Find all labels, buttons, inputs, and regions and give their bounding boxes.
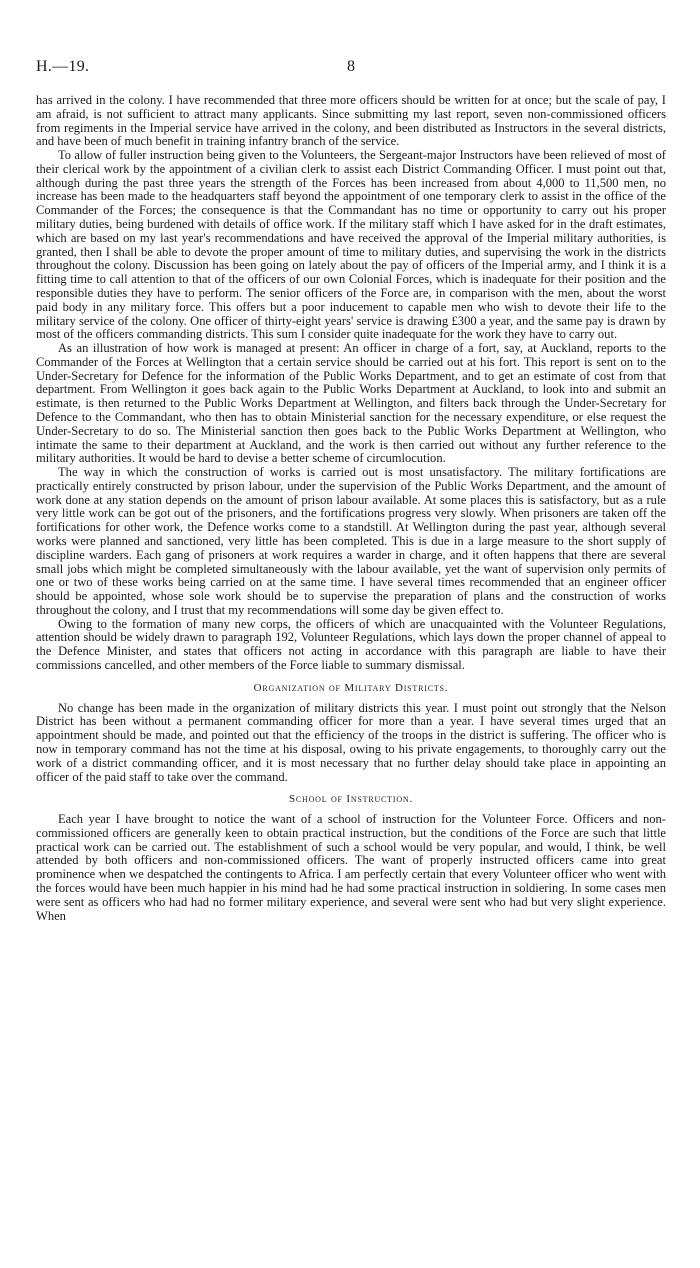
paragraph-school-of-instruction: Each year I have brought to notice the want of a school of instruction for the Volunteer Force. Officers and non-commissioned officers are generally keen to obtain practical instruction, but the conditions of the Force are such that little practical work can be carried out. The establishment of such a school would be very popular, and would, I think, be well attended by both officers and non-commissioned officers. The want of properly instructed officers came into great prominence when we despatched the contingents to Africa. I am perfectly certain that every Volunteer officer who went with the forces would have been much happier in his mind had he had some practical instruction in soldiering. In some cases men were sent as officers who had had no former military experience, and several were sent who had but very slight experience. When [36, 812, 666, 923]
page-body [36, 94, 666, 923]
paragraph-construction-of-works: The way in which the construction of works is carried out is most unsatisfactory. The military fortifications are practically entirely constructed by prison labour, under the supervision of the Public Works Department, and the amount of work done at any station depends on the amount of prison labour available. At some places this is satisfactory, but as a rule very little work can be got out of the prisoners, and the fortifications progress very slowly. When prisoners are taken off the fortifications for other work, the Defence works come to a standstill. At Wellington during the past year, although several works were planned and sanctioned, very little has been completed. This is due in a large measure to the short supply of discipline warders. Each gang of prisoners at work requires a warder in charge, and it often happens that there are several small jobs which might be completed simultaneously with the labour available, yet the want of supervision only permits of one or two of these works being carried on at the same time. I have several times recommended that an engineer officer should be appointed, whose sole work should be to supervise the preparation of plans and the construction of works throughout the colony, and I trust that my recommendations will some day be given effect to. [36, 465, 666, 617]
paragraph-headquarters-staff: To allow of fuller instruction being given to the Volunteers, the Sergeant-major Instructors have been relieved of most of their clerical work by the appointment of a civilian clerk to assist each District Commanding Officer. I must point out that, although during the past three years the strength of the Forces has been increased from about 4,000 to 11,500 men, no increase has been made to the headquarters staff beyond the appointment of one temporary clerk to assist in the office of the Commander of the Forces; the consequence is that the Commandant has no time or opportunity to carry out his proper military duties, being burdened with details of office work. If the military staff which I have asked for in the draft estimates, which are based on my last year's recommendations and have received the approval of the Imperial military authorities, is granted, then I shall be able to devote the proper amount of time to military duties, and supervising the work in the districts throughout the colony. Discussion has been going on lately about the pay of officers of the Imperial army, and I think it is a fitting time to call attention to that of the officers of our own Colonial Forces, which is inadequate for their position and the responsible duties they have to perform. The senior officers of the Force are, in comparison with the men, about the worst paid body in any military force. This offers but a poor inducement to capable men who wish to devote their life to the military service of the colony. One officer of thirty-eight years' service is drawing £300 a year, and the same pay is drawn by most of the officers commanding districts. This sum I consider quite inadequate for the work they have to carry out. [36, 148, 666, 342]
paragraph-nelson-district: No change has been made in the organization of military districts this year. I must point out strongly that the Nelson District has been without a permanent commanding officer for more than a year. I have several times urged that an appointment should be made, and pointed out that the efficiency of the troops in the district is suffering. The officer who is now in temporary command has not the time at his disposal, owing to his private engagements, to thoroughly carry out the work of a district commanding officer, and it is most necessary that no further delay should take place in appointing an officer of the paid staff to take over the command. [36, 700, 666, 784]
paragraph-continued: has arrived in the colony. I have recommended that three more officers should be written for at once; but the scale of pay, I am afraid, is not sufficient to attract many applicants. Since submitting my last report, seven non-commissioned officers from regiments in the Imperial service have arrived in the colony, and been distributed as Instructors in the several districts, and have been of much benefit in training infantry branch of the service. [36, 93, 666, 149]
section-heading-military-districts: Organization of Military Districts. [253, 681, 449, 694]
paragraph-volunteer-regulations: Owing to the formation of many new corps, the officers of which are unacquainted with the Volunteer Regulations, attention should be widely drawn to paragraph 192, Volunteer Regulations, which lays down the proper channel of appeal to the Defence Minister, and states that officers not acting in accordance with this paragraph are liable to have their commissions cancelled, and other members of the Force liable to summary dismissal. [36, 616, 666, 673]
page-number: 8 [347, 58, 355, 75]
section-heading-school-of-instruction: School of Instruction. [288, 793, 414, 806]
paragraph-circumlocution: As an illustration of how work is managed at present: An officer in charge of a fort, say, at Auckland, reports to the Commander of the Forces at Wellington that a certain service should be carried out at his fort. This report is sent on to the Under-Secretary for Defence for the information of the Public Works Department, and to get an estimate of cost from that department. From Wellington it goes back again to the Public Works Department at Auckland, to look into and submit an estimate, is then returned to the Public Works Department at Wellington, and filters back through the Under-Secretary for Defence to the Commandant, who then has to obtain Ministerial sanction for the necessary expenditure, or else request the Under-Secretary to do so. The Ministerial sanction then goes back to the Public Works Department at Wellington, who intimate the same to their department at Auckland, and the work is then carried out without any further reference to the military authorities. It would be hard to devise a better scheme of circumlocution. [36, 341, 666, 466]
page-header [36, 58, 666, 82]
document-reference: H.—19. [36, 58, 90, 75]
